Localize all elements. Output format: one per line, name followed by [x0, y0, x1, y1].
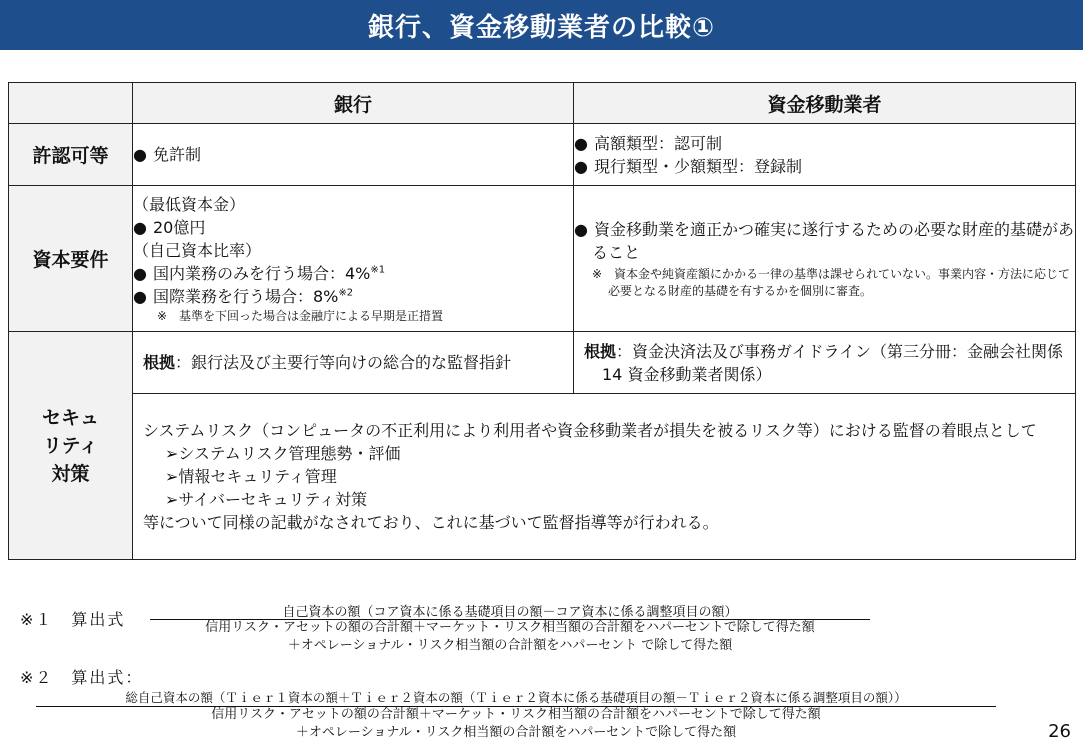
footnote-1-numerator: 自己資本の額（コア資本に係る基礎項目の額－コア資本に係る調整項目の額）	[282, 605, 738, 620]
capital-transfer-cell	[574, 186, 1076, 332]
security-common-cell	[133, 394, 1076, 560]
footnote-2-denominator-line: ＋オペレーショナル・リスク相当額の合計額をハパーセントで除して得た額	[295, 725, 737, 740]
security-transfer-basis-cell	[574, 332, 1076, 394]
row-security-common	[9, 394, 1076, 560]
footnote-ref-2: ※2	[338, 287, 354, 299]
license-transfer-item: ● 現行類型・少額類型：登録制	[574, 155, 1075, 178]
security-item: ➢ システムリスク管理態勢・評価	[143, 442, 1055, 465]
security-item: ➢ サイバーセキュリティ対策	[143, 488, 1055, 511]
footnote-2-denominator	[36, 706, 996, 742]
comparison-table	[8, 82, 1076, 560]
header-bank: 銀行	[133, 83, 574, 124]
footnote-1-denominator	[150, 619, 870, 655]
security-transfer-basis	[584, 340, 1075, 386]
basis-text: ：資金決済法及び事務ガイドライン（第三分冊：金融会社関係 14 資金移動業者関係）	[602, 341, 1064, 384]
basis-text: ：銀行法及び主要行等向けの総合的な監督指針	[175, 353, 512, 372]
table-header-row	[9, 83, 1076, 124]
capital-bank-cell	[133, 186, 574, 332]
security-item: ➢ 情報セキュリティ管理	[143, 465, 1055, 488]
header-transfer: 資金移動業者	[574, 83, 1076, 124]
license-transfer-item: ● 高額類型：認可制	[574, 132, 1075, 155]
row-license	[9, 124, 1076, 186]
capital-bank-line: ● 20億円	[133, 216, 573, 239]
capital-bank-line: （自己資本比率）	[133, 240, 262, 260]
capital-bank-note: ※ 基準を下回った場合は金融庁による早期是正措置	[157, 308, 444, 323]
domestic-ratio: 国内業務のみを行う場合：4%	[152, 263, 371, 283]
page-title: 銀行、資金移動業者の比較①	[367, 12, 715, 43]
header-empty-cell	[9, 83, 133, 124]
page-number: 26	[1048, 721, 1071, 742]
footnote-2-denominator-line: 信用リスク・アセットの額の合計額＋マーケット・リスク相当額の合計額をハパーセントで除して得た額	[211, 707, 821, 722]
capital-bank-line	[133, 285, 573, 308]
security-label: セキュリティ対策	[41, 406, 99, 485]
security-bank-basis	[143, 351, 573, 374]
footnote-1-denominator-line: 信用リスク・アセットの額の合計額＋マーケット・リスク相当額の合計額をハパーセントで除して得た額	[205, 620, 815, 635]
license-bank-item: ● 免許制	[133, 143, 573, 166]
footnote-2-numerator: 総自己資本の額（Ｔｉｅｒ１資本の額＋Ｔｉｅｒ２資本の額（Ｔｉｅｒ２資本に係る基礎項目の額－Ｔｉｅｒ２資本に係る調整項目の額））	[125, 690, 907, 705]
capital-bank-line	[133, 262, 573, 285]
security-intro: システムリスク（コンピュータの不正利用により利用者や資金移動業者が損失を被るリスク等）における監督の着眼点として	[143, 421, 1037, 440]
license-transfer-cell	[574, 124, 1076, 186]
row-label-security	[9, 332, 133, 560]
security-bank-basis-cell	[133, 332, 574, 394]
license-bank-cell	[133, 124, 574, 186]
capital-bank-line: （最低資本金）	[133, 194, 246, 214]
row-label-capital: 資本要件	[9, 186, 133, 332]
footnote-2-label: ※２ 算出式：	[20, 668, 144, 687]
title-bar	[0, 0, 1083, 50]
row-label-license: 許認可等	[9, 124, 133, 186]
security-outro: 等について同様の記載がなされており、これに基づいて監督指導等が行われる。	[143, 513, 719, 532]
footnote-1-label: ※１ 算出式	[20, 610, 126, 629]
capital-transfer-note: ※ 資本金や純資産額にかかる一律の基準は課せられていない。事業内容・方法に応じて必要となる財産的基礎を有するかを個別に審査。	[592, 266, 1071, 298]
row-capital	[9, 186, 1076, 332]
footnote-1-denominator-line: ＋オペレーショナル・リスク相当額の合計額をハパーセント で除して得た額	[287, 638, 733, 653]
international-ratio: 国際業務を行う場合：8%	[152, 286, 339, 306]
footnote-ref-1: ※1	[370, 264, 386, 276]
row-security-basis	[9, 332, 1076, 394]
basis-label: 根拠	[143, 353, 176, 372]
basis-label: 根拠	[584, 341, 617, 361]
capital-transfer-main: ● 資金移動業を適正かつ確実に遂行するための必要な財産的基礎があること	[574, 218, 1075, 264]
